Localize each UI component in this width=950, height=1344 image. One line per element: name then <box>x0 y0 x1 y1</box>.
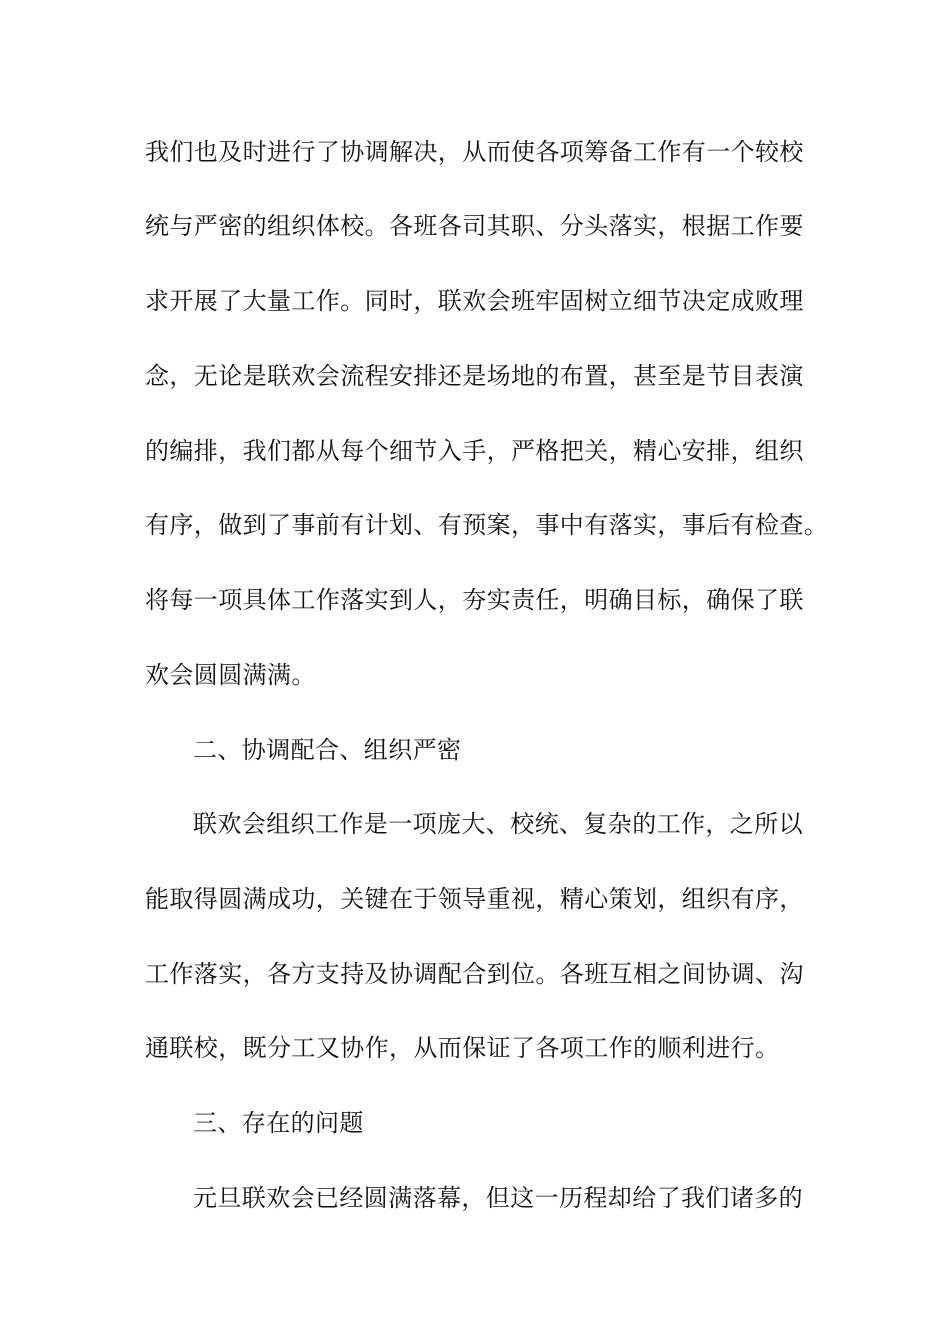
paragraph-line: 的编排，我们都从每个细节入手，严格把关，精心安排，组织 <box>145 437 804 465</box>
paragraph-line: 联欢会组织工作是一项庞大、校统、复杂的工作，之所以 <box>193 810 803 838</box>
paragraph-line: 通联校，既分工又协作，从而保证了各项工作的顺利进行。 <box>145 1034 780 1062</box>
paragraph-line: 将每一项具体工作落实到人，夯实责任，明确目标，确保了联 <box>145 586 804 614</box>
paragraph-line: 求开展了大量工作。同时，联欢会班牢固树立细节决定成败理 <box>145 287 804 315</box>
paragraph-line: 我们也及时进行了协调解决，从而使各项筹备工作有一个较校 <box>145 138 804 166</box>
section-heading: 三、存在的问题 <box>193 1109 364 1137</box>
paragraph-line: 欢会圆圆满满。 <box>145 661 316 689</box>
section-heading: 二、协调配合、组织严密 <box>193 736 462 764</box>
paragraph-line: 念，无论是联欢会流程安排还是场地的布置，甚至是节目表演 <box>145 362 804 390</box>
paragraph-line: 元旦联欢会已经圆满落幕，但这一历程却给了我们诸多的 <box>193 1184 803 1212</box>
paragraph-line: 统与严密的组织体校。各班各司其职、分头落实，根据工作要 <box>145 212 804 240</box>
paragraph-line: 能取得圆满成功，关键在于领导重视，精心策划，组织有序， <box>145 885 804 913</box>
paragraph-line: 工作落实，各方支持及协调配合到位。各班互相之间协调、沟 <box>145 960 804 988</box>
paragraph-line: 有序，做到了事前有计划、有预案，事中有落实，事后有检查。 <box>145 511 829 539</box>
